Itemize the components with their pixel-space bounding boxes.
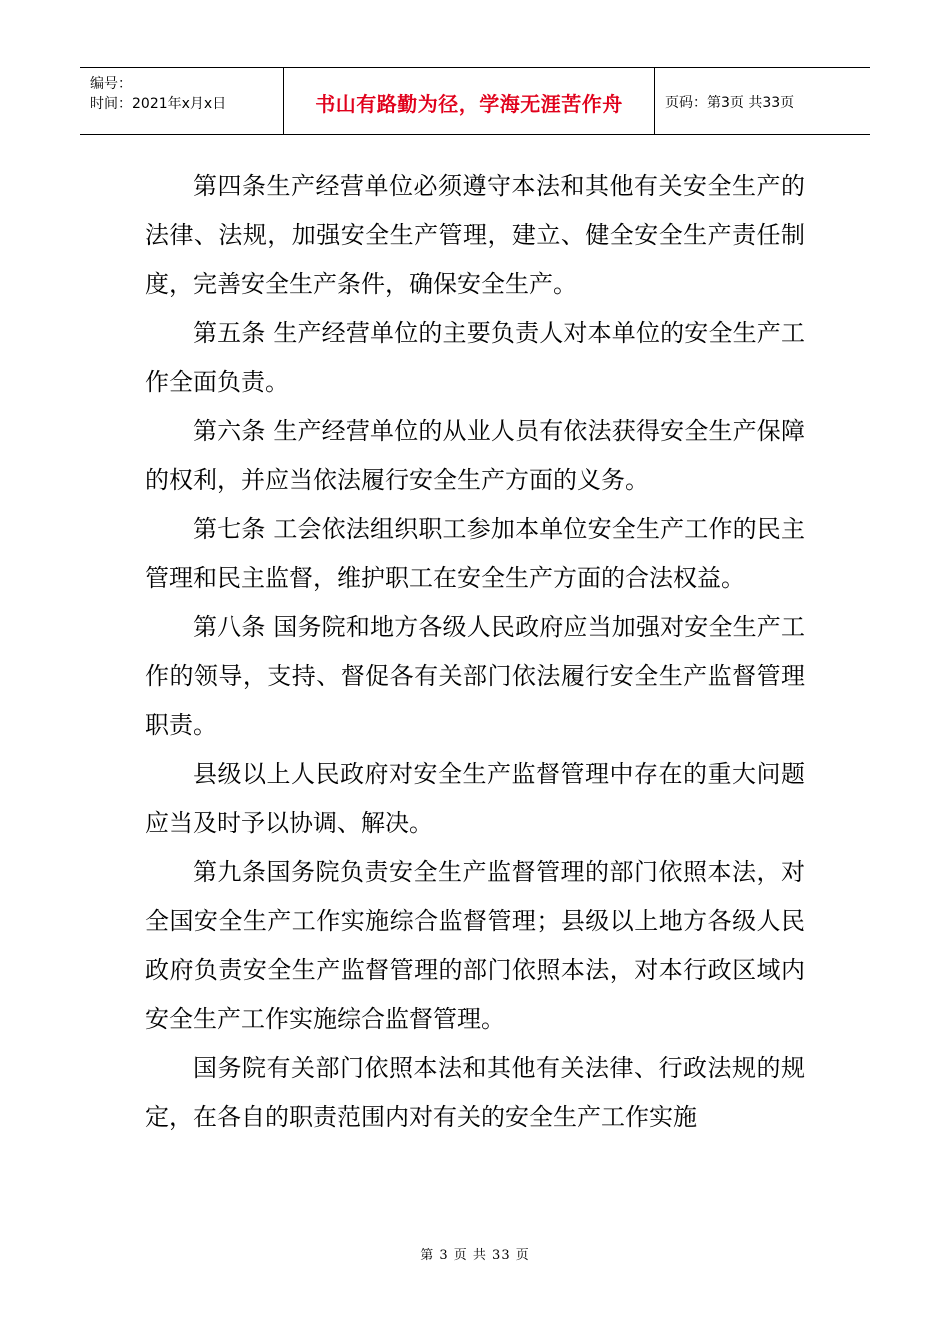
document-number-label: 编号： bbox=[90, 76, 132, 92]
paragraph: 第七条 工会依法组织职工参加本单位安全生产工作的民主管理和民主监督，维护职工在安全生产方面的合法权益。 bbox=[145, 515, 805, 592]
paragraph: 国务院有关部门依照本法和其他有关法律、行政法规的规定，在各自的职责范围内对有关的安全生产工作实施 bbox=[145, 1054, 805, 1131]
paragraph: 第四条生产经营单位必须遵守本法和其他有关安全生产的法律、法规，加强安全生产管理，建立、健全安全生产责任制度，完善安全生产条件，确保安全生产。 bbox=[145, 172, 805, 298]
paragraph: 县级以上人民政府对安全生产监督管理中存在的重大问题应当及时予以协调、解决。 bbox=[145, 760, 805, 837]
header-motto: 书山有路勤为径，学海无涯苦作舟 bbox=[283, 68, 655, 134]
header-page-info: 页码：第3页 共33页 bbox=[665, 95, 795, 111]
document-date: 时间：2021年x月x日 bbox=[90, 96, 227, 112]
paragraph: 第五条 生产经营单位的主要负责人对本单位的安全生产工作全面负责。 bbox=[145, 319, 805, 396]
page-footer: 第 3 页 共 33 页 bbox=[420, 1248, 530, 1263]
header-meta bbox=[80, 68, 283, 134]
page-header bbox=[80, 67, 870, 135]
paragraph: 第九条国务院负责安全生产监督管理的部门依照本法，对全国安全生产工作实施综合监督管理；县级以上地方各级人民政府负责安全生产监督管理的部门依照本法，对本行政区域内安全生产工作实施综合监督管理。 bbox=[145, 858, 805, 1033]
paragraph: 第八条 国务院和地方各级人民政府应当加强对安全生产工作的领导，支持、督促各有关部门依法履行安全生产监督管理职责。 bbox=[145, 613, 805, 739]
document-body bbox=[145, 162, 805, 1142]
paragraph: 第六条 生产经营单位的从业人员有依法获得安全生产保障的权利，并应当依法履行安全生产方面的义务。 bbox=[145, 417, 805, 494]
